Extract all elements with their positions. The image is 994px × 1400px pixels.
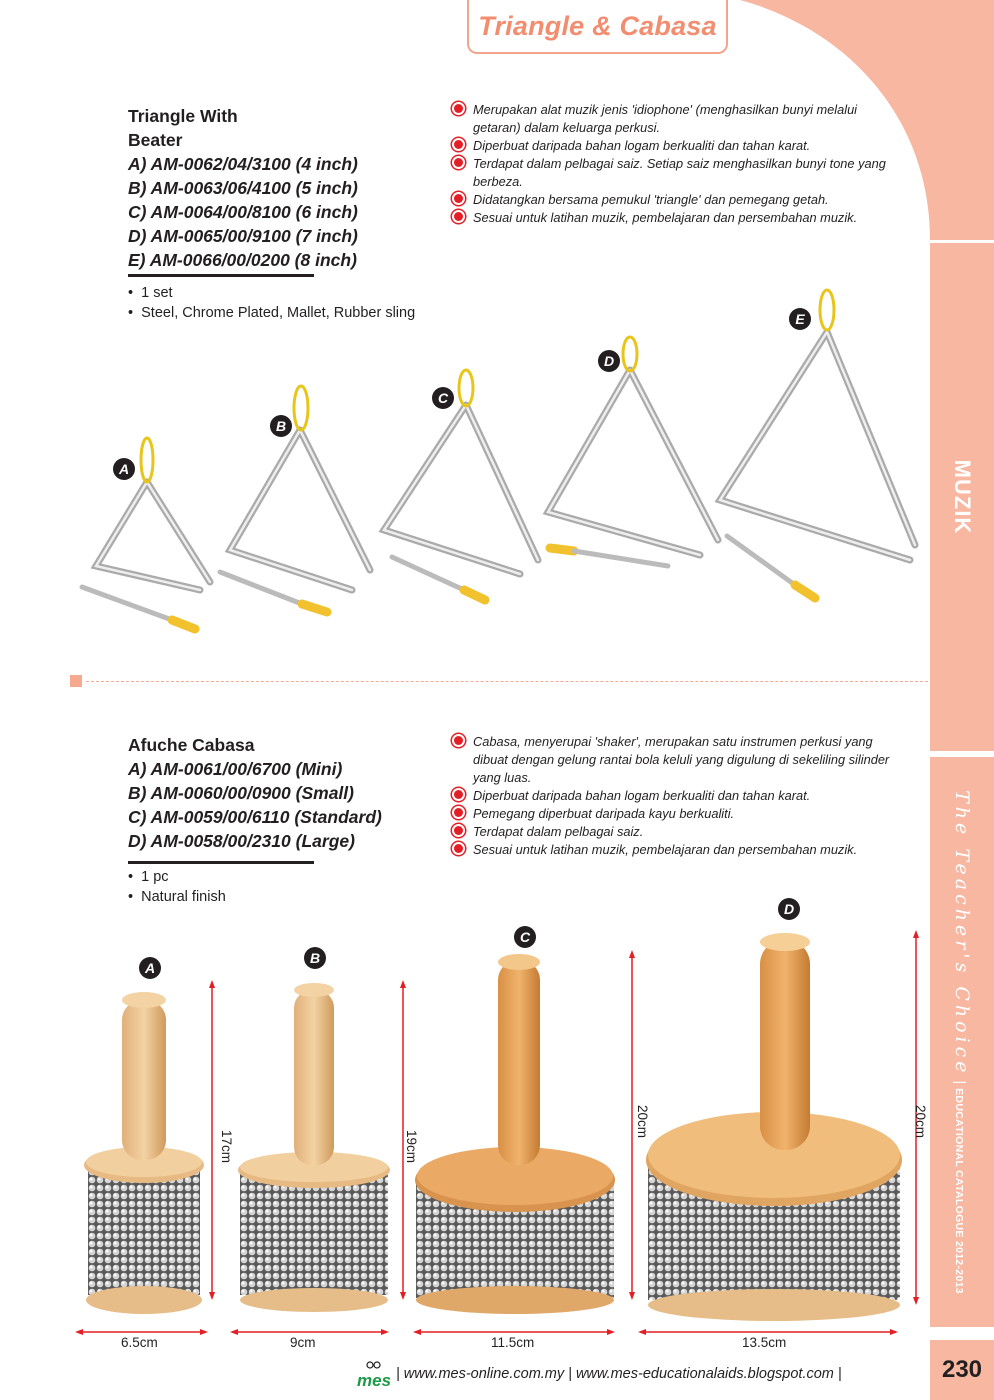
mes-logo [356, 1360, 392, 1390]
cabasa-spec-text: 1 pc [141, 869, 169, 885]
cabasa-a-width: 6.5cm [121, 1335, 158, 1350]
page-number: 230 [930, 1340, 994, 1400]
cabasa-spec-item: • 1 pc [128, 869, 169, 885]
page-title: Triangle & Cabasa [478, 10, 717, 41]
triangle-desc-item: Didatangkan bersama pemukul 'triangle' dan pemegang getah. [452, 191, 892, 209]
cabasa-b-image [238, 983, 390, 1312]
triangle-spec-text: Steel, Chrome Plated, Mallet, Rubber sling [141, 304, 416, 321]
triangle-title-line-1: Triangle With [128, 106, 238, 126]
triangle-spec-item: • 1 set [128, 285, 173, 301]
triangle-variant-c: C) AM-0064/00/8100 (6 inch) [128, 202, 358, 222]
cabasa-label-c: C [514, 926, 536, 948]
triangle-label-a: A [113, 458, 135, 480]
cabasa-desc-item: Pemegang diperbuat daripada kayu berkualiti. [452, 805, 892, 823]
cabasa-b-height: 19cm [404, 1130, 419, 1164]
triangle-desc-item: Merupakan alat muzik jenis 'idiophone' (menghasilkan bunyi melalui getaran) dalam keluarga perkusi. [452, 101, 892, 137]
cabasa-a-image [84, 992, 204, 1314]
triangle-variant-a: A) AM-0062/04/3100 (4 inch) [128, 154, 358, 174]
cabasa-desc-item: Diperbuat daripada bahan logam berkualiti dan tahan karat. [452, 787, 892, 805]
catalogue-name: EDUCATIONAL CATALOGUE 2012-2013 [953, 1088, 965, 1294]
cabasa-variant-d: D) AM-0058/00/2310 (Large) [128, 831, 355, 851]
cabasa-c-width: 11.5cm [491, 1335, 535, 1350]
triangle-title-line-2: Beater [128, 130, 183, 150]
cabasa-title-line: Afuche Cabasa [128, 735, 255, 755]
triangle-spec-text: 1 set [141, 285, 173, 301]
triangle-variant-e: E) AM-0066/00/0200 (8 inch) [128, 250, 357, 270]
triangle-variant-b: B) AM-0063/06/4100 (5 inch) [128, 178, 358, 198]
cabasa-variant-b: B) AM-0060/00/0900 (Small) [128, 783, 354, 803]
cabasa-a-height: 17cm [219, 1130, 234, 1164]
cabasa-label-b: B [304, 947, 326, 969]
cabasa-d-image [646, 933, 902, 1321]
cabasa-b-width: 9cm [290, 1335, 316, 1350]
cabasa-c-image [415, 954, 615, 1314]
triangle-label-e: E [789, 308, 811, 330]
cabasa-d-width: 13.5cm [742, 1335, 787, 1350]
tagline-separator: | [953, 1080, 969, 1085]
triangle-spec-item: • Steel, Chrome Plated, Mallet, Rubber sling [128, 304, 416, 321]
cabasa-variant-a: A) AM-0061/00/6700 (Mini) [128, 759, 343, 779]
triangle-desc-item: Diperbuat daripada bahan logam berkualiti dan tahan karat. [452, 137, 892, 155]
triangle-label-c: C [432, 387, 454, 409]
cabasa-desc-item: Sesuai untuk latihan muzik, pembelajaran dan persembahan muzik. [452, 841, 892, 859]
cabasa-label-a: A [139, 957, 161, 979]
cabasa-spec-text: Natural finish [141, 888, 226, 905]
cabasa-variant-c: C) AM-0059/00/6110 (Standard) [128, 807, 382, 827]
cabasa-desc-item: Terdapat dalam pelbagai saiz. [452, 823, 892, 841]
triangle-label-d: D [598, 350, 620, 372]
tagline: The Teacher's Choice [951, 790, 973, 1077]
cabasa-d-height: 20cm [913, 1105, 928, 1139]
cabasa-c-height: 20cm [635, 1105, 650, 1139]
cabasa-label-d: D [778, 898, 800, 920]
footer-links: | www.mes-online.com.my | www.mes-educationalaids.blogspot.com | [396, 1366, 842, 1382]
svg-text:mes: mes [357, 1371, 392, 1390]
triangle-label-b: B [270, 415, 292, 437]
cabasa-desc-item: Cabasa, menyerupai 'shaker', merupakan satu instrumen perkusi yang dibuat dengan gelung rantai bola keluli yang digulung di sekeliling silinder yang luas. [452, 733, 892, 787]
triangle-variant-d: D) AM-0065/00/9100 (7 inch) [128, 226, 358, 246]
cabasa-spec-item: • Natural finish [128, 888, 226, 905]
triangle-desc-item: Terdapat dalam pelbagai saiz. Setiap saiz menghasilkan bunyi tone yang berbeza. [452, 155, 892, 191]
triangle-desc-item: Sesuai untuk latihan muzik, pembelajaran dan persembahan muzik. [452, 209, 892, 227]
section-tab-label: MUZIK [950, 459, 975, 535]
